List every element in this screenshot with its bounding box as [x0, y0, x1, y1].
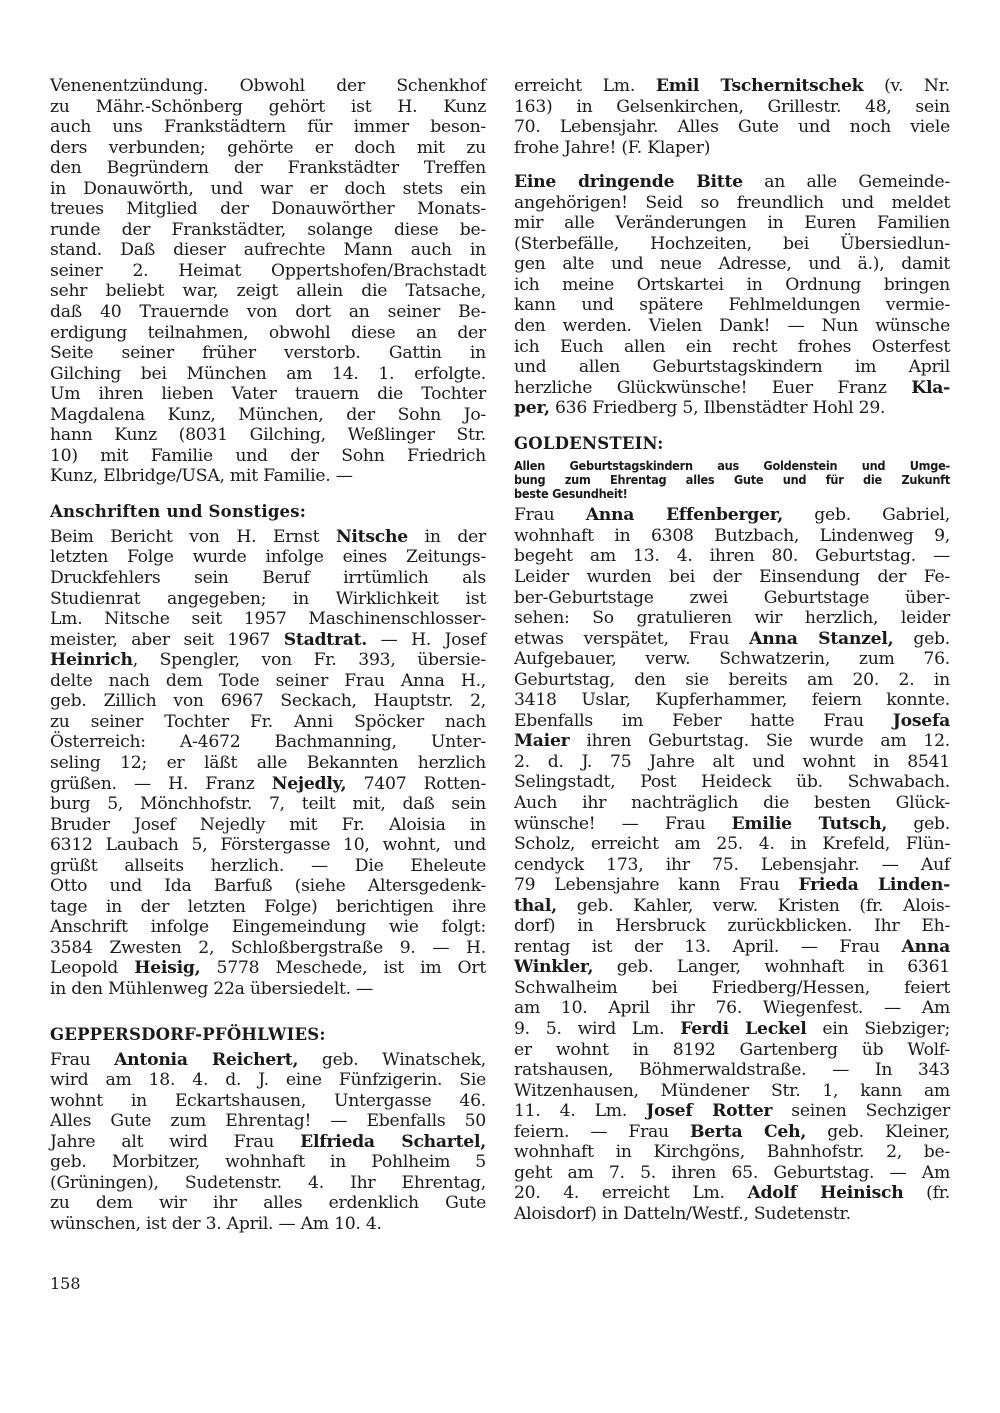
text-line: herzliche Glückwünsche! Euer Franz Kla- — [514, 377, 950, 398]
text-line: 3418 Uslar, Kupferhammer, feiern konnte. — [514, 690, 950, 711]
text-line: kann und spätere Fehlmeldungen vermie- — [514, 295, 950, 316]
bold-name: Kla- — [911, 377, 950, 398]
text-line: tage in der letzten Folge) berichtigen ihre — [50, 896, 486, 917]
text-line: Gilching bei München am 14. 1. erfolgte. — [50, 363, 486, 384]
text-line: er wohnt in 8192 Gartenberg üb Wolf- — [514, 1039, 950, 1060]
text-line: ders verbunden; gehörte er doch mit zu — [50, 137, 486, 158]
text-line: gen alte und neue Adresse, und ä.), damit — [514, 254, 950, 275]
text-line: stand. Daß dieser aufrechte Mann auch in — [50, 240, 486, 261]
text-line: Jahre alt wird Frau Elfrieda Schartel, — [50, 1131, 487, 1152]
birthday-continuation — [514, 76, 950, 158]
text-line: dorf) in Hersbruck zurückblicken. Ihr Eh- — [514, 916, 950, 937]
text-line: zu dem wir ihr alles erdenklich Gute — [50, 1193, 486, 1214]
bold-name: Berta Ceh, — [689, 1121, 807, 1142]
text-line: wünschen, ist der 3. April. — Am 10. 4. — [50, 1213, 382, 1234]
text-line: grüßt allseits herzlich. — Die Eheleute — [50, 855, 486, 876]
text-line: Kunz, Elbridge/USA, mit Familie. — — [50, 466, 353, 487]
text-line: Anschrift infolge Eingemeindung wie folgt: — [50, 917, 486, 938]
text-line: per, 636 Friedberg 5, Ilbenstädter Hohl 29. — [514, 398, 886, 419]
goldenstein-text — [514, 505, 950, 1224]
text-line: Bruder Josef Nejedly mit Fr. Aloisia in — [50, 814, 486, 835]
text-line: 79 Lebensjahre kann Frau Frieda Linden- — [514, 875, 950, 896]
text-line: frohe Jahre! (F. Klaper) — [514, 137, 711, 158]
text-line: wohnt in Eckartshausen, Untergasse 46. — [50, 1090, 486, 1111]
text-line: wohnhaft in Kirchgöns, Bahnhofstr. 2, be- — [514, 1142, 950, 1163]
text-line: meister, aber seit 1967 Stadtrat. — H. Josef — [50, 629, 486, 650]
text-line: angehörigen! Seid so freundlich und meldet — [514, 192, 950, 213]
text-line: Selingstadt, Post Heideck üb. Schwabach. — [514, 772, 950, 793]
bold-name: Stadtrat. — [283, 629, 368, 650]
text-line: 20. 4. erreicht Lm. Adolf Heinisch (fr. — [514, 1183, 951, 1204]
text-line: hann Kunz (8031 Gilching, Weßlinger Str. — [50, 425, 486, 446]
text-line: Frau Antonia Reichert, geb. Winatschek, — [50, 1049, 486, 1070]
text-line: in Donauwörth, und war er doch stets ein — [50, 178, 486, 199]
text-line: seling 12; er läßt alle Bekannten herzlich — [50, 752, 486, 773]
text-line: erdigung teilnahmen, obwohl diese an der — [50, 322, 486, 343]
text-line: geb. Morbitzer, wohnhaft in Pohlheim 5 — [50, 1152, 486, 1173]
text-line: Studienrat angegeben; in Wirklichkeit ist — [50, 588, 486, 609]
page-number: 158 — [50, 1274, 81, 1293]
geppersdorf-text — [50, 1050, 486, 1235]
bold-name: Anna — [901, 936, 950, 957]
left-column — [50, 76, 486, 1234]
text-line: begeht am 13. 4. ihren 80. Geburtstag. — — [514, 546, 950, 567]
bold-name: Antonia Reichert, — [114, 1049, 299, 1070]
text-line: feiern. — Frau Berta Ceh, geb. Kleiner, — [514, 1121, 951, 1142]
bold-name: Emil Tschernitschek — [655, 76, 864, 96]
text-line: Witzenhausen, Mündener Str. 1, kann am — [514, 1080, 950, 1101]
text-line: runde der Frankstädter, solange diese be- — [50, 219, 486, 240]
text-line: 11. 4. Lm. Josef Rotter seinen Sechziger — [514, 1101, 951, 1122]
text-line: Beim Bericht von H. Ernst Nitsche in der — [50, 526, 486, 547]
text-line: ich Euch allen ein recht frohes Osterfest — [514, 336, 950, 357]
text-line: Um ihren lieben Vater trauern die Tochter — [50, 384, 486, 405]
text-line: wohnhaft in 6308 Butzbach, Lindenweg 9, — [514, 525, 950, 546]
bold-name: Adolf Heinisch — [747, 1183, 904, 1204]
text-line: burg 5, Mönchhofstr. 7, teilt mit, daß sein — [50, 794, 486, 815]
text-line: Winkler, geb. Langer, wohnhaft in 6361 — [514, 957, 950, 978]
bold-name: Eine dringende Bitte — [514, 172, 743, 193]
bold-name: Nitsche — [335, 526, 408, 547]
text-line: Ebenfalls im Feber hatte Frau Josefa — [514, 710, 950, 731]
bold-name: Heinrich — [50, 650, 133, 671]
text-line: Allen Geburtstagskindern aus Goldenstein und Umge- — [514, 457, 950, 473]
text-line: 70. Lebensjahr. Alles Gute und noch viele — [514, 117, 950, 138]
text-line: sehen: So gratulieren wir herzlich, leider — [514, 608, 950, 629]
bold-name: per, — [514, 398, 550, 419]
text-line: zu Mähr.-Schönberg gehört ist H. Kunz — [50, 96, 486, 117]
text-line: Frau Anna Effenberger, geb. Gabriel, — [514, 505, 950, 526]
text-line: daß 40 Trauernde von dort an seiner Be- — [50, 302, 486, 323]
text-line: 6312 Laubach 5, Förstergasse 10, wohnt, und — [50, 835, 486, 856]
text-line: ratshausen, Böhmerwaldstraße. — In 343 — [514, 1060, 950, 1081]
text-line: seiner 2. Heimat Oppertshofen/Brachstadt — [50, 260, 486, 281]
text-line: Maier ihren Geburtstag. Sie wurde am 12. — [514, 731, 950, 752]
text-line: 2. d. J. 75 Jahre alt und wohnt in 8541 — [514, 751, 950, 772]
section-heading-geppersdorf: GEPPERSDORF-PFÖHLWIES: — [50, 1024, 326, 1044]
text-line: am 10. April ihr 76. Wiegenfest. — Am — [514, 998, 950, 1019]
text-line: bung zum Ehrentag alles Gute und für die Zukunft — [514, 471, 950, 487]
bold-name: Frieda Linden- — [798, 875, 950, 896]
text-line: Lm. Nitsche seit 1957 Maschinenschlosser- — [50, 609, 486, 630]
bold-name: Winkler, — [514, 957, 594, 978]
text-line: zu seiner Tochter Fr. Anni Spöcker nach — [50, 711, 486, 732]
text-line: rentag ist der 13. April. — Frau Anna — [514, 936, 950, 957]
text-line: wünsche! — Frau Emilie Tutsch, geb. — [514, 813, 951, 834]
text-line: Leider wurden bei der Einsendung der Fe- — [514, 566, 950, 587]
text-line: Venenentzündung. Obwohl der Schenkhof — [50, 76, 486, 96]
text-line: Seite seiner früher verstorb. Gattin in — [50, 343, 486, 364]
urgent-request-text — [514, 172, 950, 419]
text-line: Alles Gute zum Ehrentag! — Ebenfalls 50 — [50, 1111, 486, 1132]
text-line: und allen Geburtstagskindern im April — [514, 357, 950, 378]
text-line: 10) mit Familie und der Sohn Friedrich — [50, 445, 486, 466]
text-line: sehr beliebt war, zeigt allein die Tatsache, — [50, 281, 486, 302]
text-line: den werden. Vielen Dank! — Nun wünsche — [514, 316, 950, 337]
text-line: wird am 18. 4. d. J. eine Fünfzigerin. Sie — [50, 1070, 486, 1091]
anschriften-text — [50, 527, 486, 1000]
text-line: Scholz, erreicht am 25. 4. in Krefeld, Flün- — [514, 834, 950, 855]
bold-name: Emilie Tutsch, — [731, 813, 888, 834]
text-line: delte nach dem Tode seiner Frau Anna H., — [50, 670, 486, 691]
text-line: Otto und Ida Barfuß (siehe Altersgedenk- — [50, 876, 486, 897]
text-line: ich meine Ortskartei in Ordnung bringen — [514, 274, 950, 295]
bold-name: Nejedly, — [271, 773, 347, 794]
bold-name: Anna Effenberger, — [585, 505, 784, 526]
text-line: cendyck 173, ihr 75. Lebensjahr. — Auf — [514, 854, 950, 875]
obituary-continuation — [50, 76, 486, 487]
bold-name: Heisig, — [134, 958, 201, 979]
right-column — [514, 76, 950, 1224]
text-line: Druckfehlers sein Beruf irrtümlich als — [50, 568, 486, 589]
text-line: (Grüningen), Sudetenstr. 4. Ihr Ehrentag, — [50, 1172, 486, 1193]
text-line: letzten Folge wurde infolge eines Zeitungs- — [50, 547, 486, 568]
text-line: Eine dringende Bitte an alle Gemeinde- — [514, 172, 950, 193]
text-line: Aloisdorf) in Datteln/Westf., Sudetenstr. — [514, 1203, 851, 1224]
text-line: Österreich: A-4672 Bachmanning, Unter- — [50, 732, 486, 753]
text-line: grüßen. — H. Franz Nejedly, 7407 Rotten- — [50, 773, 486, 794]
text-line: Heinrich, Spengler, von Fr. 393, übersie- — [50, 650, 486, 671]
goldenstein-greeting — [514, 459, 950, 502]
text-line: Auch ihr nachträglich die besten Glück- — [514, 792, 950, 813]
text-line: Geburtstag, den sie bereits am 20. 2. in — [514, 669, 950, 690]
text-line: geb. Zillich von 6967 Seckach, Hauptstr. 2, — [50, 691, 486, 712]
text-line: treues Mitglied der Donauwörther Monats- — [50, 199, 486, 220]
text-line: 163) in Gelsenkirchen, Grillestr. 48, sein — [514, 96, 950, 117]
text-line: Magdalena Kunz, München, der Sohn Jo- — [50, 404, 486, 425]
bold-name: thal, — [514, 895, 557, 916]
section-heading-anschriften: Anschriften und Sonstiges: — [50, 501, 307, 521]
text-line: Leopold Heisig, 5778 Meschede, ist im Ort — [50, 958, 487, 979]
bold-name: Anna Stanzel, — [749, 628, 894, 649]
text-line: (Sterbefälle, Hochzeiten, bei Übersiedlun- — [514, 233, 950, 254]
bold-name: Josefa — [892, 710, 950, 731]
bold-name: Ferdi Leckel — [680, 1018, 807, 1039]
text-line: 9. 5. wird Lm. Ferdi Leckel ein Siebziger; — [514, 1018, 950, 1039]
text-line: ber-Geburtstage zwei Geburtstage über- — [514, 587, 950, 608]
text-line: beste Gesundheit! — [514, 486, 628, 502]
text-line: 3584 Zwesten 2, Schloßbergstraße 9. — H. — [50, 937, 486, 958]
text-line: etwas verspätet, Frau Anna Stanzel, geb. — [514, 628, 950, 649]
text-line: Schwalheim bei Friedberg/Hessen, feiert — [514, 977, 950, 998]
text-line: Aufgebauer, verw. Schwatzerin, zum 76. — [514, 649, 950, 670]
text-line: thal, geb. Kahler, verw. Kristen (fr. Alois- — [514, 895, 950, 916]
text-line: auch uns Frankstädtern für immer beson- — [50, 117, 486, 138]
bold-name: Elfrieda Schartel, — [300, 1131, 487, 1152]
text-line: in den Mühlenweg 22a übersiedelt. — — [50, 978, 374, 999]
bold-name: Maier — [514, 731, 570, 752]
text-line: geht am 7. 5. ihren 65. Geburtstag. — Am — [514, 1162, 950, 1183]
section-heading-goldenstein: GOLDENSTEIN: — [514, 433, 664, 453]
text-line: mir alle Veränderungen in Euren Familien — [514, 213, 950, 234]
text-line: den Begründern der Frankstädter Treffen — [50, 158, 486, 179]
text-line: erreicht Lm. Emil Tschernitschek (v. Nr. — [514, 76, 951, 96]
bold-name: Josef Rotter — [646, 1101, 773, 1122]
